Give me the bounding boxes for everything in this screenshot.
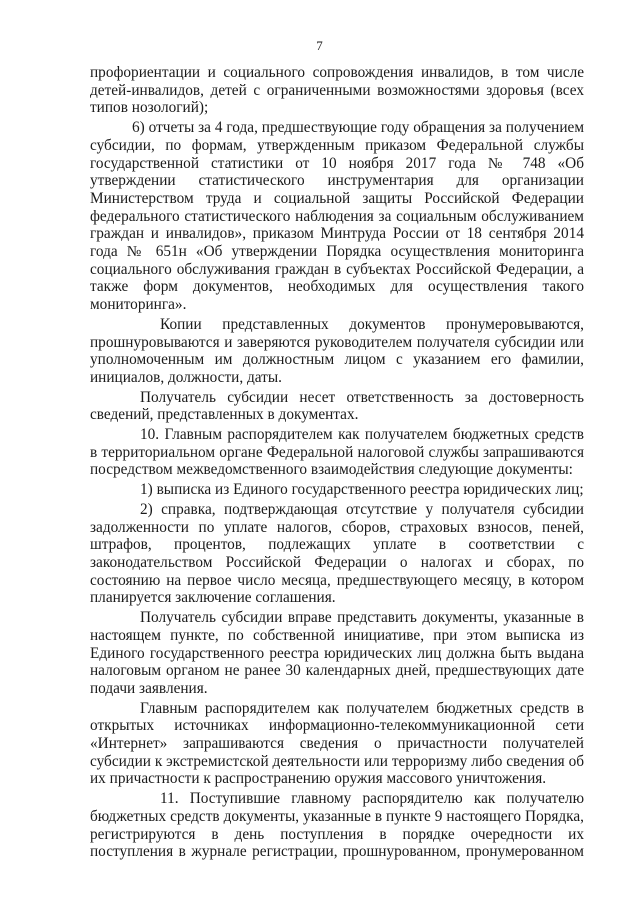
paragraph-copies: Копии представленных документов пронумеровываются, прошнуровываются и заверяются руководителем получателя субсидии или уполномоченным им должностным лицом с указанием его фамилии, инициалов, должности, даты. [90, 315, 584, 386]
paragraph-item-1-extract: 1) выписка из Единого государственного реестра юридических лиц; [140, 481, 584, 499]
paragraph-own-initiative: Получатель субсидии вправе представить документы, указанные в настоящем пункте, по собственной инициативе, при этом выписка из Единого государственного реестра юридических лиц должна быть выдана налоговым органом не ранее 30 календарных дней, предшествующих дате подачи заявления. [90, 609, 584, 697]
page-number: 7 [316, 38, 323, 53]
document-body [90, 64, 584, 863]
paragraph-point-10: 10. Главным распорядителем как получателем бюджетных средств в территориальном органе Федеральной налоговой службы запрашиваются посредством межведомственного взаимодействия следующие документы: [90, 426, 584, 479]
paragraph-responsibility: Получатель субсидии несет ответственность за достоверность сведений, представленных в документах. [90, 388, 584, 424]
paragraph-continuation: профориентации и социального сопровождения инвалидов, в том числе детей-инвалидов, детей с ограниченными возможностями здоровья (всех типов нозологий); [90, 64, 584, 117]
paragraph-internet-check: Главным распорядителем как получателем бюджетных средств в открытых источниках информационно-телекоммуникационной сети «Интернет» запрашиваются сведения о причастности получателей субсидии к экстремистской деятельности или терроризму либо сведения об их причастности к распространению оружия массового уничтожения. [90, 699, 584, 788]
paragraph-item-2-certificate: 2) справка, подтверждающая отсутствие у получателя субсидии задолженности по уплате налогов, сборов, страховых взносов, пеней, штрафов, процентов, подлежащих уплате в соответствии с законодательством Российской Федерации о налогах и сборах, по состоянию на первое число месяца, предшествующего месяцу, в котором планируется заключение соглашения. [90, 500, 584, 607]
paragraph-point-11: 11. Поступившие главному распорядителю как получателю бюджетных средств документы, указанные в пункте 9 настоящего Порядка, регистрируются в день поступления в порядке очередности их поступления в журнале регистрации, прошнурованном, пронумерованном [90, 790, 584, 861]
paragraph-item-6-reports: 6) отчеты за 4 года, предшествующие году обращения за получением субсидии, по формам, утвержденным приказом Федеральной службы государственной статистики от 10 ноября 2017 года № 748 «Об утверждении статистического инструментария для организации Министерством труда и социальной защиты Российской Федерации федерального статистического наблюдения за социальным обслуживанием граждан и инвалидов», приказом Минтруда России от 18 сентября 2014 года № 651н «Об утверждении Порядка осуществления мониторинга социального обслуживания граждан в субъектах Российской Федерации, а также форм документов, необходимых для осуществления такого мониторинга». [90, 119, 584, 314]
